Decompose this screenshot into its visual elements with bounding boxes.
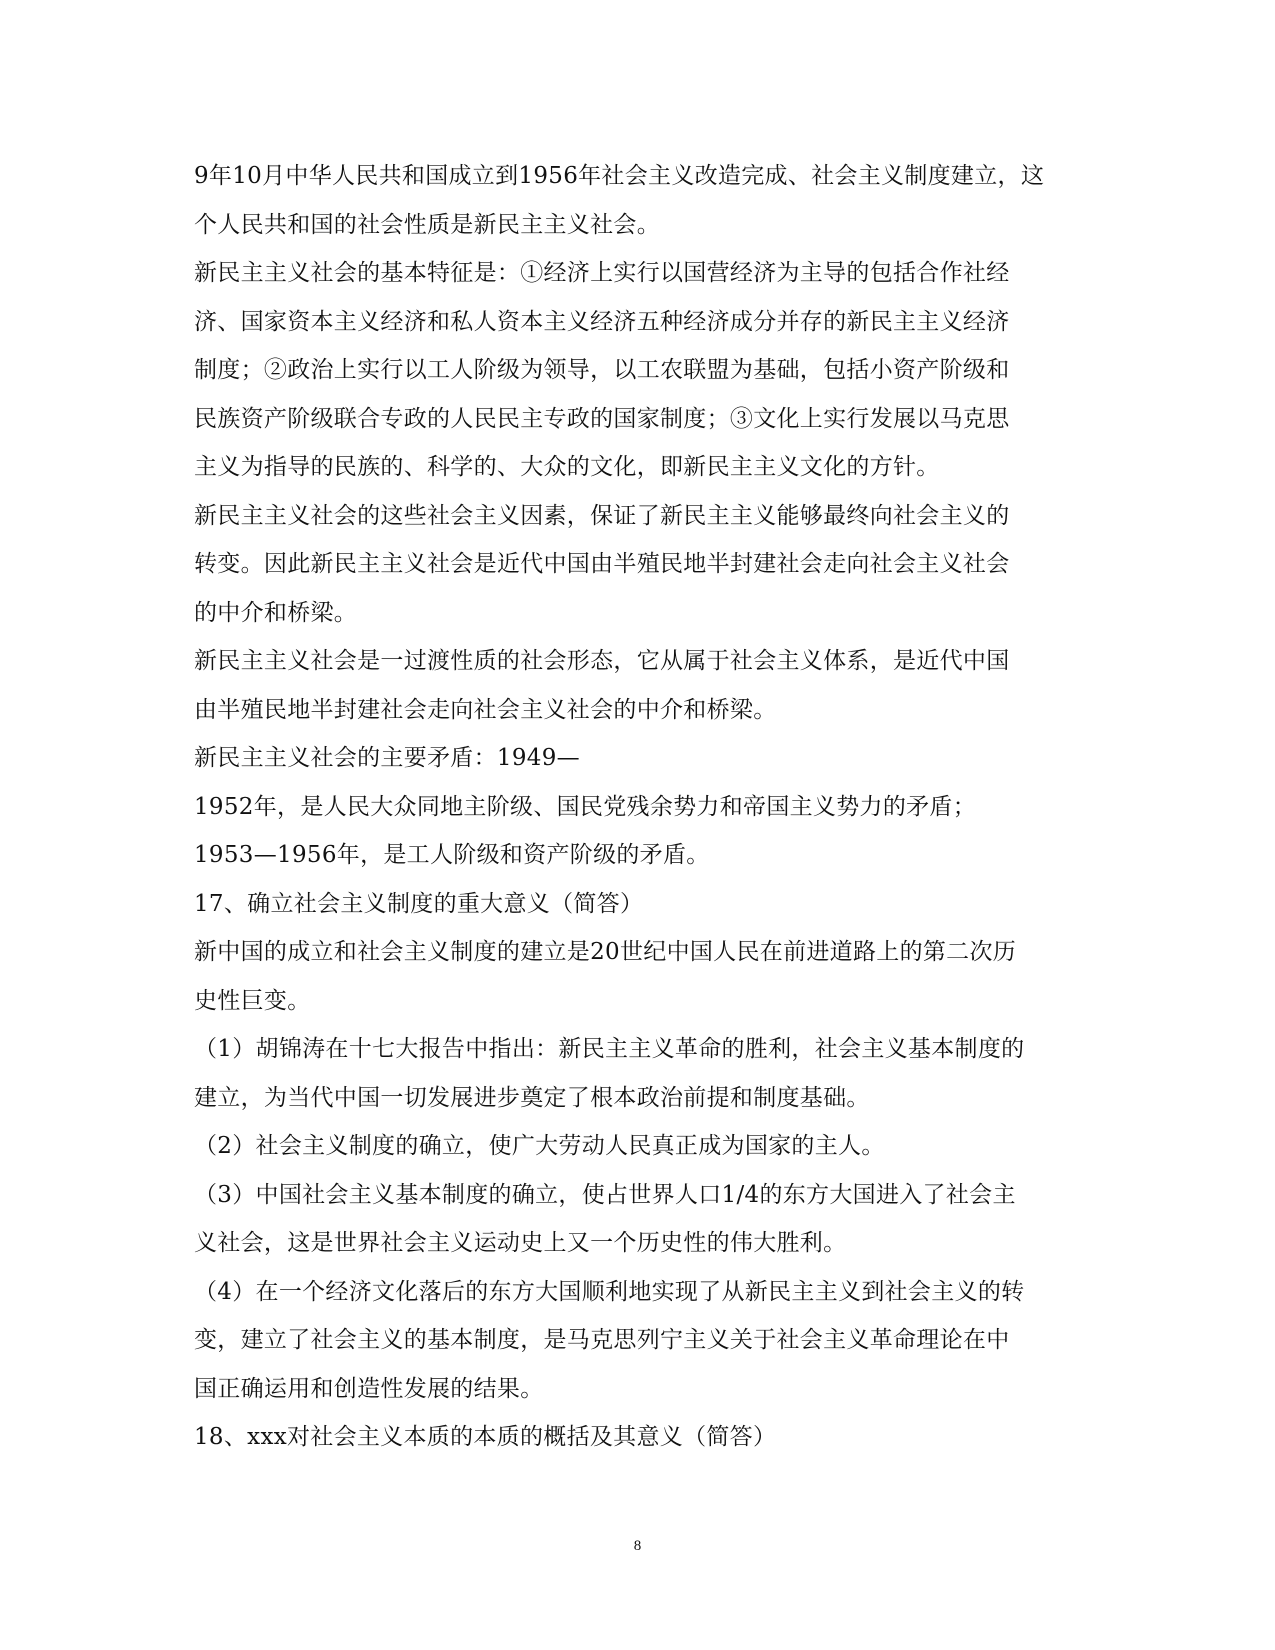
text-line: 国正确运用和创造性发展的结果。	[194, 1375, 544, 1402]
text-line: 9年10月中华人民共和国成立到1956年社会主义改造完成、社会主义制度建立，这	[194, 163, 1045, 189]
text-line: （4）在一个经济文化落后的东方大国顺利地实现了从新民主主义到社会主义的转	[194, 1278, 1025, 1305]
section-heading: 17、确立社会主义制度的重大意义（简答）	[194, 890, 644, 917]
text-line: 建立，为当代中国一切发展进步奠定了根本政治前提和制度基础。	[194, 1084, 870, 1111]
text-line: 1952年，是人民大众同地主阶级、国民党残余势力和帝国主义势力的矛盾；	[194, 793, 977, 820]
text-line: 民族资产阶级联合专政的人民民主专政的国家制度；③文化上实行发展以马克思	[194, 405, 1010, 432]
text-line: 个人民共和国的社会性质是新民主主义社会。	[194, 211, 660, 238]
text-line: 新中国的成立和社会主义制度的建立是20世纪中国人民在前进道路上的第二次历	[194, 939, 1017, 965]
text-line: 新民主主义社会的主要矛盾：1949—	[194, 745, 580, 771]
text-line: （1）胡锦涛在十七大报告中指出：新民主主义革命的胜利，社会主义基本制度的	[194, 1036, 1025, 1062]
text-line: （2）社会主义制度的确立，使广大劳动人民真正成为国家的主人。	[194, 1133, 885, 1159]
text-line: 义社会，这是世界社会主义运动史上又一个历史性的伟大胜利。	[194, 1230, 847, 1256]
body-text	[194, 152, 1084, 1462]
text-line: 由半殖民地半封建社会走向社会主义社会的中介和桥梁。	[194, 696, 777, 723]
text-line: 济、国家资本主义经济和私人资本主义经济五种经济成分并存的新民主主义经济	[194, 308, 1010, 335]
text-line: 新民主主义社会的这些社会主义因素，保证了新民主主义能够最终向社会主义的	[194, 502, 1010, 529]
text-line: 的中介和桥梁。	[194, 599, 358, 626]
text-line: 1953—1956年，是工人阶级和资产阶级的矛盾。	[194, 842, 710, 868]
text-line: 转变。因此新民主主义社会是近代中国由半殖民地半封建社会走向社会主义社会	[194, 551, 1010, 577]
text-line: 新民主主义社会是一过渡性质的社会形态，它从属于社会主义体系，是近代中国	[194, 648, 1010, 674]
section-heading: 18、xxx对社会主义本质的本质的概括及其意义（简答）	[194, 1424, 777, 1450]
page-number: 8	[633, 1538, 642, 1554]
text-line: 变，建立了社会主义的基本制度，是马克思列宁主义关于社会主义革命理论在中	[194, 1327, 1010, 1353]
text-line: （3）中国社会主义基本制度的确立，使占世界人口1/4的东方大国进入了社会主	[194, 1181, 1016, 1208]
text-line: 新民主主义社会的基本特征是：①经济上实行以国营经济为主导的包括合作社经	[194, 260, 1010, 286]
text-line: 史性巨变。	[194, 987, 311, 1014]
text-line: 主义为指导的民族的、科学的、大众的文化，即新民主主义文化的方针。	[194, 454, 940, 480]
text-line: 制度；②政治上实行以工人阶级为领导，以工农联盟为基础，包括小资产阶级和	[194, 357, 1010, 383]
